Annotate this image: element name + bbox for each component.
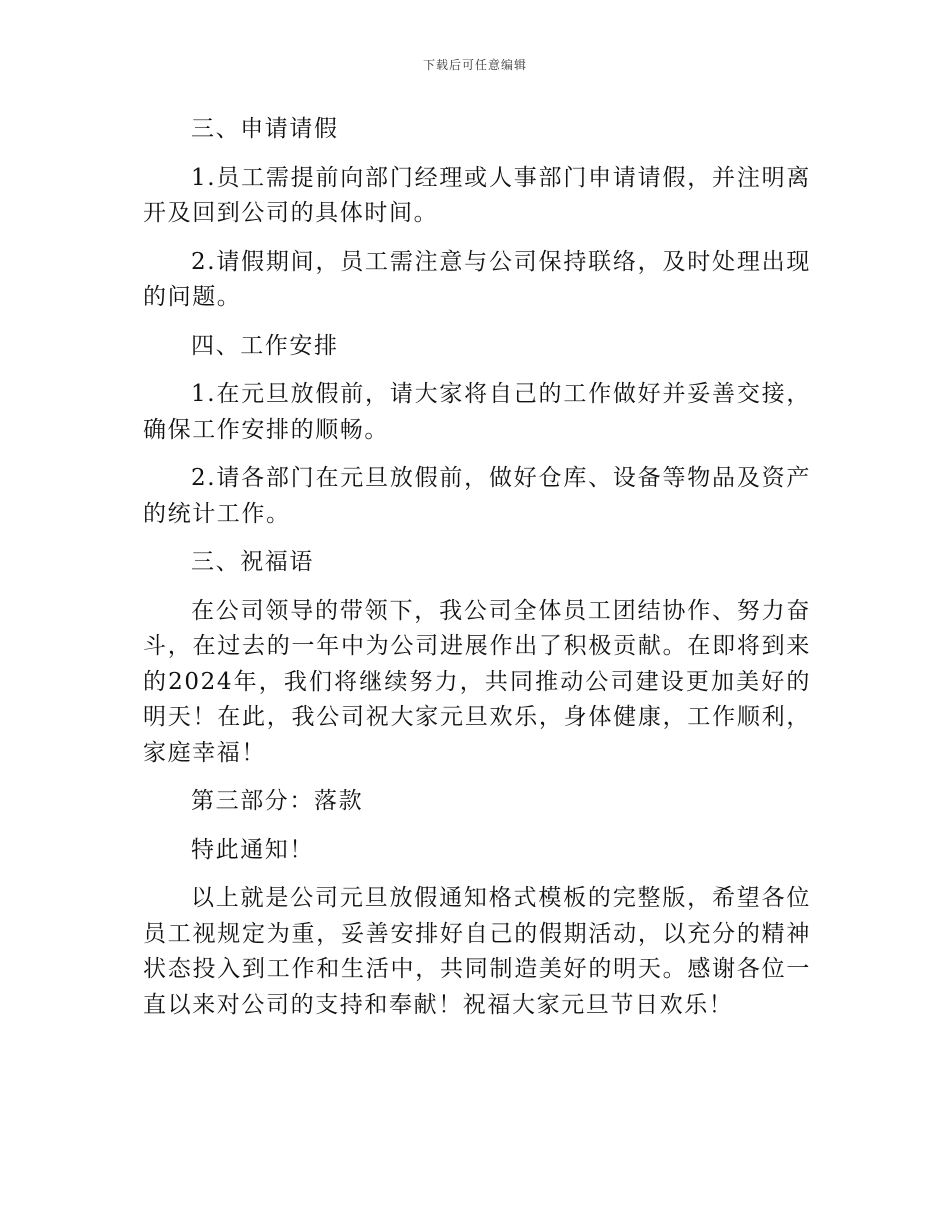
document-body: [143, 112, 811, 1036]
paragraph-closing: 以上就是公司元旦放假通知格式模板的完整版，希望各位员工视规定为重，妥善安排好自己的假期活动，以充分的精神状态投入到工作和生活中，共同制造美好的明天。感谢各位一直以来对公司的支持和奉献！祝福大家元旦节日欢乐！: [143, 885, 811, 1018]
section-heading-work-arrangement: 四、工作安排: [191, 332, 339, 359]
section-heading-greetings: 三、祝福语: [191, 549, 314, 575]
paragraph-leave-request-2: 2.请假期间，员工需注意与公司保持联络，及时处理出现的问题。: [143, 248, 811, 310]
paragraph-notice: 特此通知！: [191, 836, 314, 863]
section-heading-signature: 第三部分：落款: [191, 788, 364, 814]
paragraph-leave-request-1: 1.员工需提前向部门经理或人事部门申请请假，并注明离开及回到公司的具体时间。: [143, 164, 811, 226]
section-heading-leave-request: 三、申请请假: [191, 116, 339, 142]
page-header-note: 下载后可任意编辑: [422, 58, 527, 72]
paragraph-work-arrangement-2: 2.请各部门在元旦放假前，做好仓库、设备等物品及资产的统计工作。: [143, 465, 811, 527]
paragraph-greetings: 在公司领导的带领下，我公司全体员工团结协作、努力奋斗，在过去的一年中为公司进展作出了积极贡献。在即将到来的2024年，我们将继续努力，共同推动公司建设更加美好的明天！在此，我公司祝大家元旦欢乐，身体健康，工作顺利，家庭幸福！: [143, 597, 811, 766]
paragraph-work-arrangement-1: 1.在元旦放假前，请大家将自己的工作做好并妥善交接，确保工作安排的顺畅。: [143, 381, 811, 443]
